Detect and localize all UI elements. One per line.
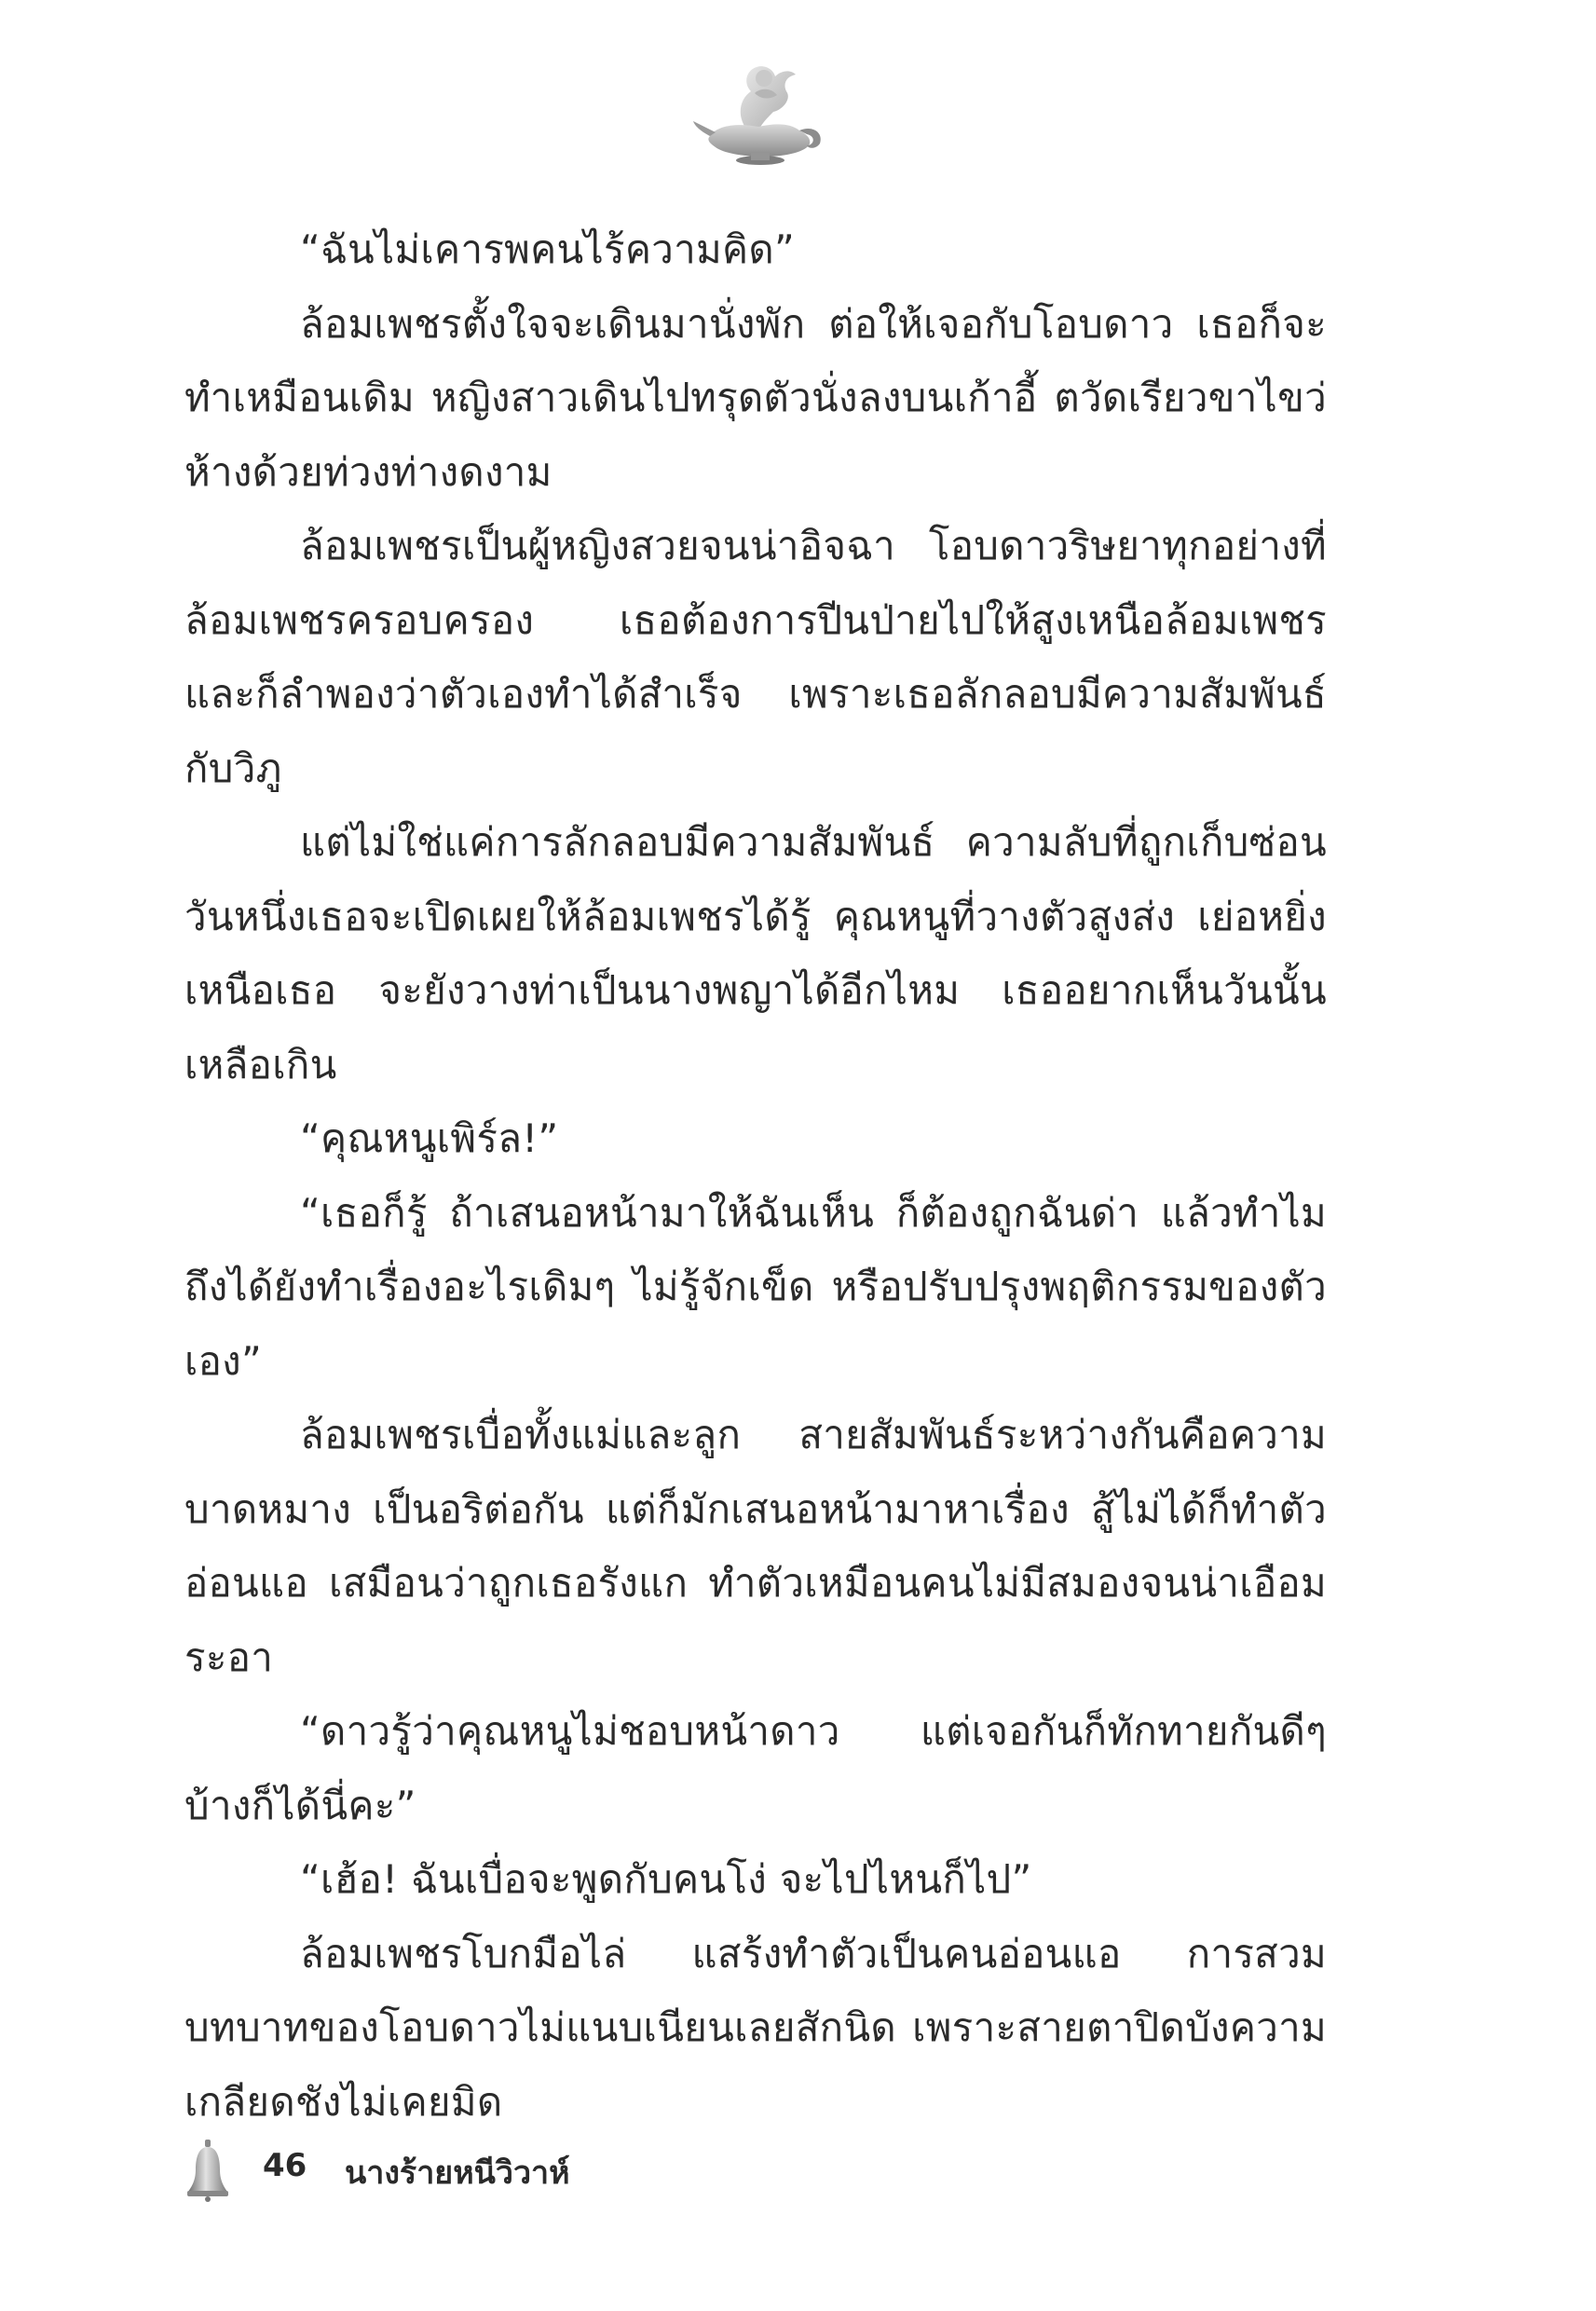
paragraph: ล้อมเพชรตั้งใจจะเดินมานั่งพัก ต่อให้เจอกับโอบดาว เธอก็จะทำเหมือนเดิม หญิงสาวเดินไปทรุดตัวนั่งลงบนเก้าอี้ ตวัดเรียวขาไขว่ห้างด้วยท่วงท่างดงาม <box>184 300 1327 495</box>
paragraph: ล้อมเพชรโบกมือไล่ แสร้งทำตัวเป็นคนอ่อนแอ การสวมบทบาทของโอบดาวไม่แนบเนียนเลยสักนิด เพราะสายตาปิดบังความเกลียดชังไม่เคยมิด <box>184 1930 1327 2125</box>
page-number: 46 <box>263 2147 307 2184</box>
bell-icon <box>184 2138 231 2203</box>
paragraph: “ดาวรู้ว่าคุณหนูไม่ชอบหน้าดาว แต่เจอกันก็ทักทายกันดีๆ บ้างก็ได้นี่คะ” <box>184 1708 1327 1828</box>
paragraph: “เธอก็รู้ ถ้าเสนอหน้ามาให้ฉันเห็น ก็ต้องถูกฉันด่า แล้วทำไมถึงได้ยังทำเรื่องอะไรเดิมๆ ไม่รู้จักเข็ด หรือปรับปรุงพฤติกรรมของตัวเอง” <box>184 1189 1327 1384</box>
body-text <box>184 212 1327 2139</box>
paragraph: “คุณหนูเพิร์ล!” <box>300 1115 559 1161</box>
paragraph: แต่ไม่ใช่แค่การลักลอบมีความสัมพันธ์ ความลับที่ถูกเก็บซ่อนวันหนึ่งเธอจะเปิดเผยให้ล้อมเพชรได้รู้ คุณหนูที่วางตัวสูงส่ง เย่อหยิ่งเหนือเธอ จะยังวางท่าเป็นนางพญาได้อีกไหม เธออยากเห็นวันนั้นเหลือเกิน <box>184 819 1327 1087</box>
book-title: นางร้ายหนีวิวาห์ <box>345 2154 570 2192</box>
paragraph: ล้อมเพชรเป็นผู้หญิงสวยจนน่าอิจฉา โอบดาวริษยาทุกอย่างที่ล้อมเพชรครอบครอง เธอต้องการปีนป่ายไปให้สูงเหนือล้อมเพชร และก็ลำพองว่าตัวเองทำได้สำเร็จ เพราะเธอลักลอบมีความสัมพันธ์กับวิภู <box>184 523 1327 791</box>
paragraph: “ฉันไม่เคารพคนไร้ความคิด” <box>300 226 796 272</box>
page-footer <box>184 2138 930 2212</box>
magic-lamp-genie-icon <box>689 56 829 168</box>
paragraph: ล้อมเพชรเบื่อทั้งแม่และลูก สายสัมพันธ์ระหว่างกันคือความบาดหมาง เป็นอริต่อกัน แต่ก็มักเสนอหน้ามาหาเรื่อง สู้ไม่ได้ก็ทำตัวอ่อนแอ เสมือนว่าถูกเธอรังแก ทำตัวเหมือนคนไม่มีสมองจนน่าเอือมระอา <box>184 1412 1327 1680</box>
paragraph: “เฮ้อ! ฉันเบื่อจะพูดกับคนโง่ จะไปไหนก็ไป” <box>300 1856 1032 1902</box>
